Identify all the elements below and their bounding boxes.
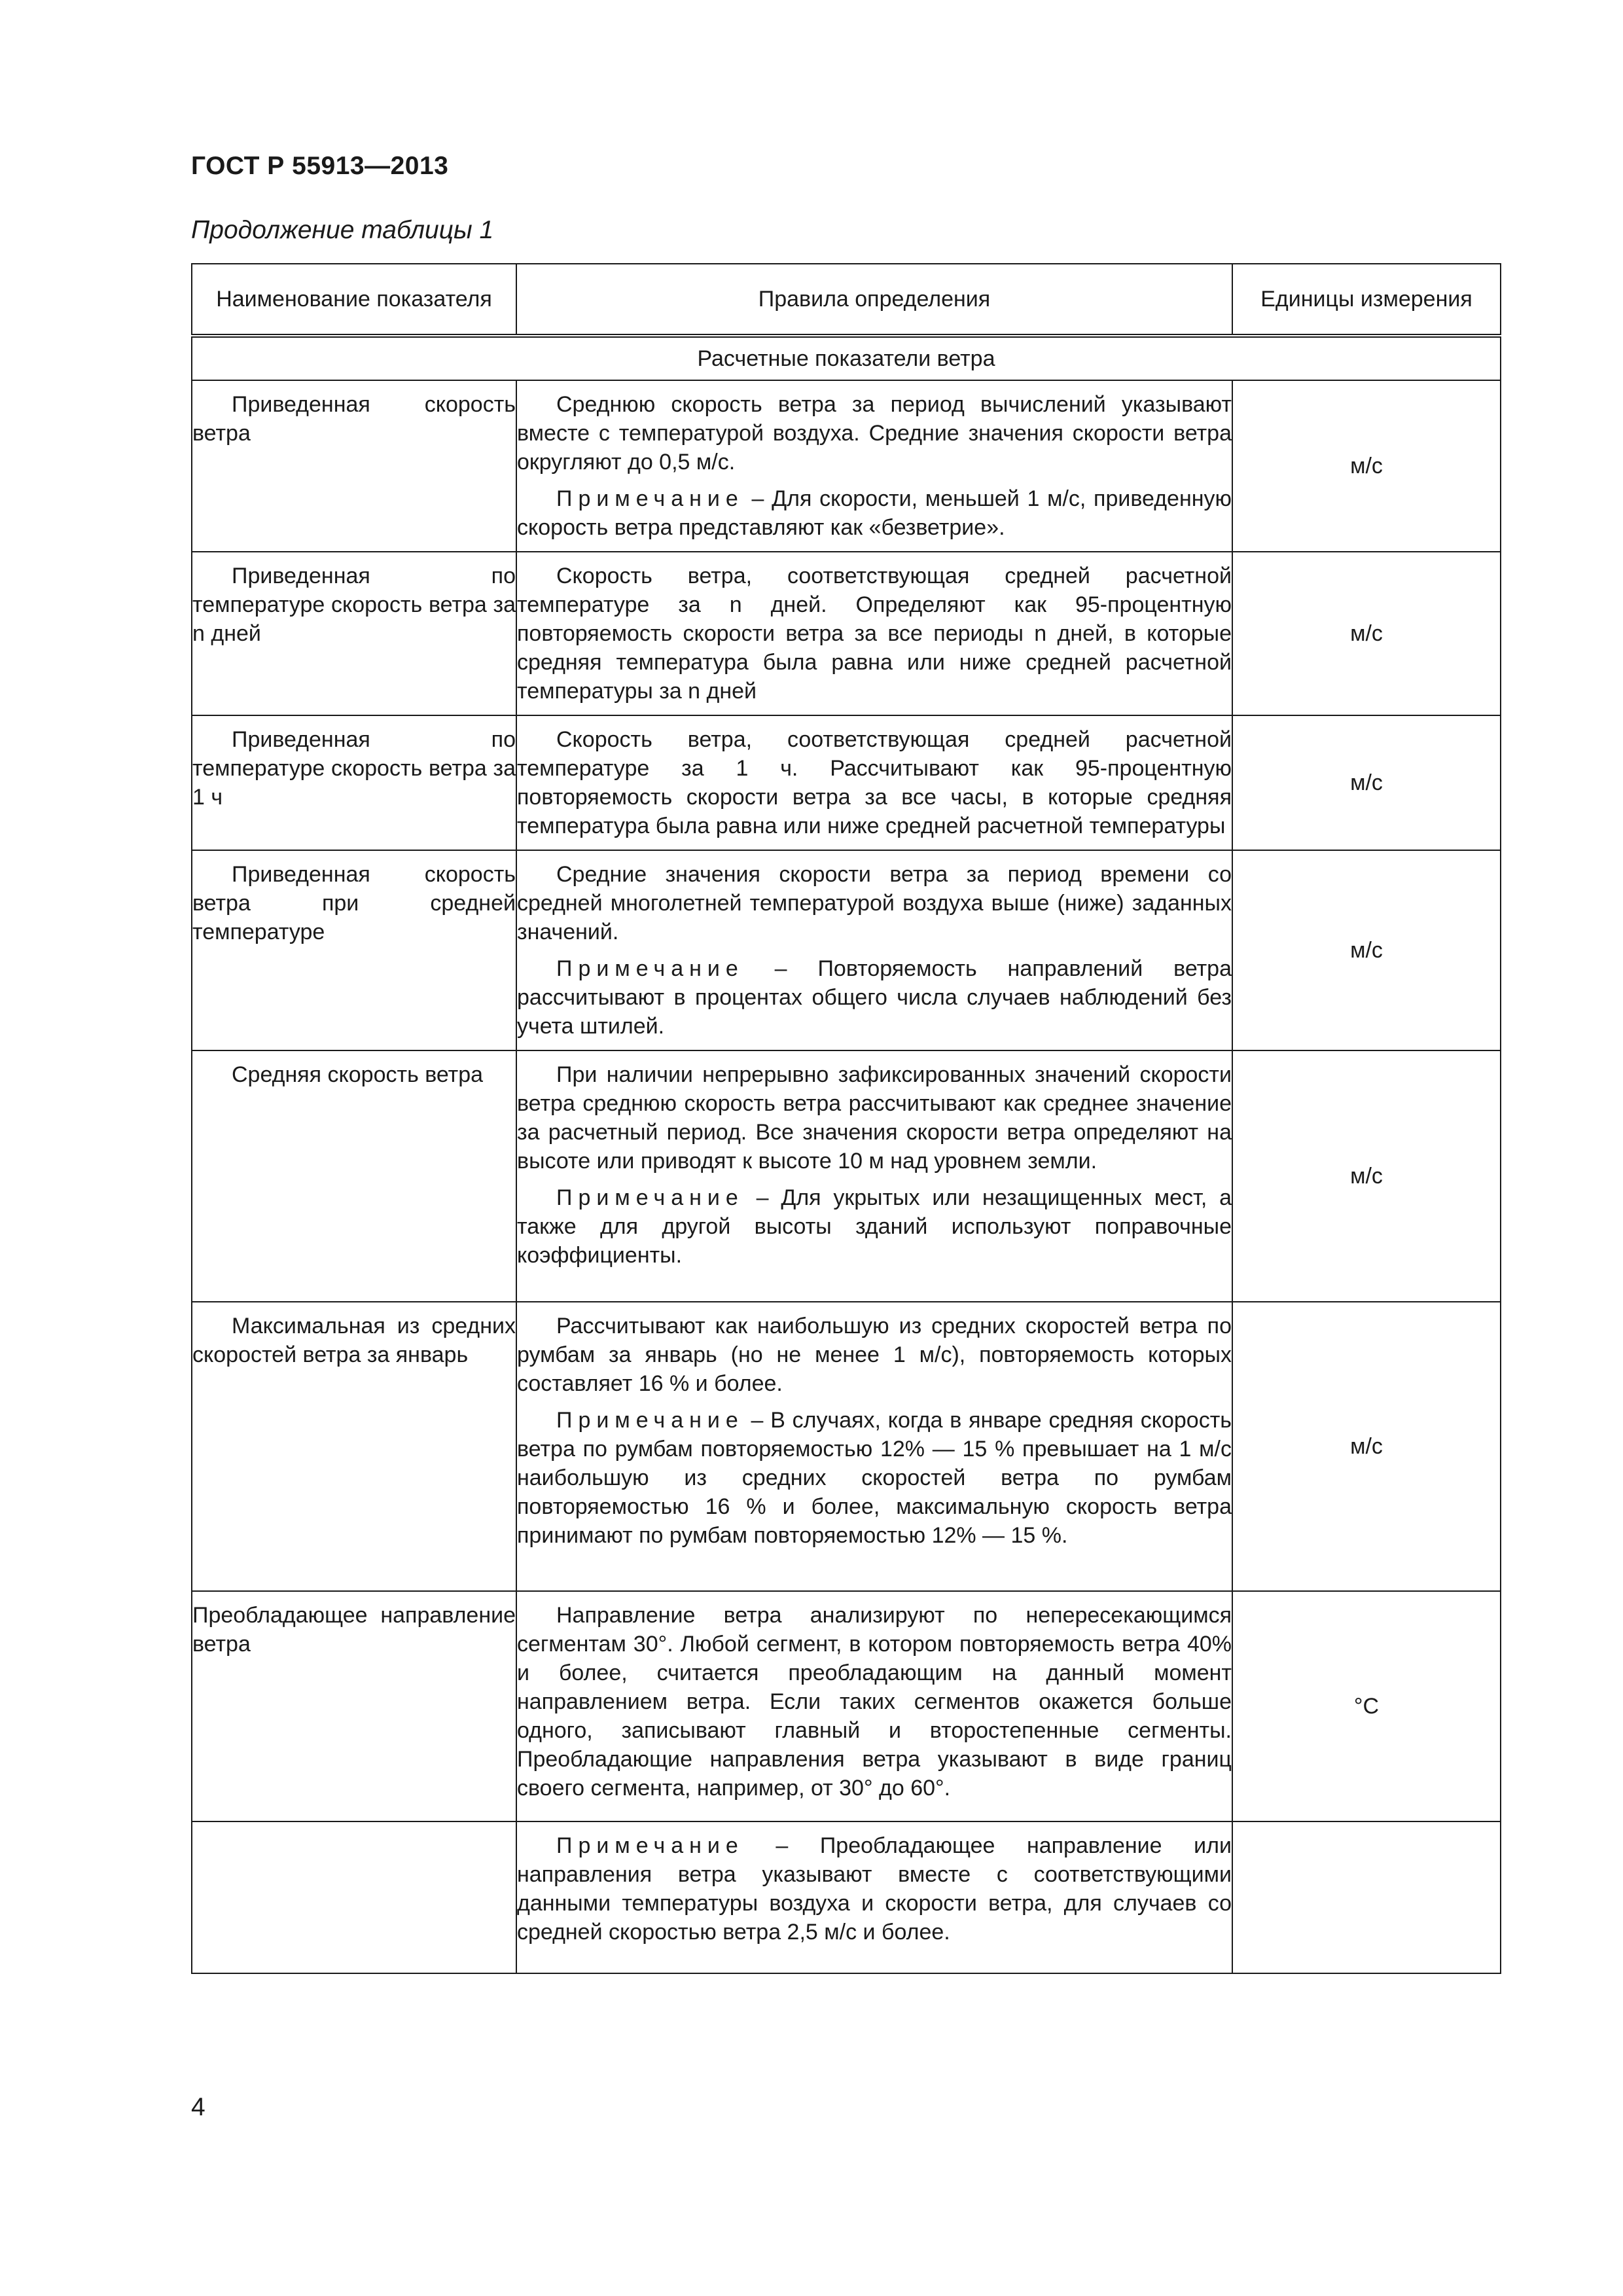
indicator-rule bbox=[516, 552, 1232, 715]
indicator-rule bbox=[516, 850, 1232, 1050]
column-header-rules: Правила определения bbox=[516, 264, 1232, 336]
indicators-table bbox=[191, 263, 1501, 1974]
table-row bbox=[192, 1050, 1501, 1302]
rule-text: Направление ветра анализируют по непересекающимся сегментам 30°. Любой сегмент, в котором повторяемость ветра 40% и более, считается преобладающим на данный момент направлением ветра. Если таких сегментов окажется больше одного, записывают главный и второстепенные сегменты. Преобладающие направления ветра указывают в виде границ своего сегмента, например, от 30° до 60°. bbox=[517, 1603, 1232, 1801]
indicator-unit: м/с bbox=[1232, 552, 1501, 715]
section-row bbox=[192, 336, 1501, 380]
table-header-row bbox=[192, 264, 1501, 336]
table-row bbox=[192, 1821, 1501, 1973]
indicator-unit: м/с bbox=[1232, 1302, 1501, 1591]
rule-text: Средние значения скорости ветра за период времени со средней многолетней температурой воздуха выше (ниже) заданных значений. bbox=[517, 862, 1232, 944]
indicator-name: Приведенная скорость ветра при средней температуре bbox=[192, 850, 516, 1050]
table-row bbox=[192, 715, 1501, 850]
rule-note: Примечание – В случаях, когда в январе средняя скорость ветра по румбам повторяемостью 12% — 15 % превышает на 1 м/с наибольшую из средних скоростей ветра по румбам повторяемостью 16 % и более, максимальную скорость ветра принимают по румбам повторяемостью 12% — 15 %. bbox=[517, 1408, 1232, 1548]
indicator-name: Приведенная по температуре скорость ветра за n дней bbox=[192, 552, 516, 715]
indicator-rule bbox=[516, 1302, 1232, 1591]
indicator-name: Средняя скорость ветра bbox=[192, 1050, 516, 1302]
indicator-rule bbox=[516, 1591, 1232, 1821]
indicator-name: Максимальная из средних скоростей ветра за январь bbox=[192, 1302, 516, 1591]
indicator-unit bbox=[1232, 1821, 1501, 1973]
indicator-name: Приведенная по температуре скорость ветра за 1 ч bbox=[192, 715, 516, 850]
document-code: ГОСТ Р 55913—2013 bbox=[191, 152, 449, 180]
rule-note: Примечание – Повторяемость направлений ветра рассчитывают в процентах общего числа случаев наблюдений без учета штилей. bbox=[517, 956, 1232, 1039]
indicator-unit: м/с bbox=[1232, 715, 1501, 850]
note-label: Примечание bbox=[556, 956, 744, 981]
indicator-rule bbox=[516, 715, 1232, 850]
rule-text: Скорость ветра, соответствующая средней расчетной температуре за 1 ч. Рассчитывают как 95-процентную повторяемость скорости ветра за все часы, в которые средняя температура была равна или ниже средней расчетной температуры bbox=[517, 727, 1232, 838]
rule-text: Скорость ветра, соответствующая средней расчетной температуре за n дней. Определяют как 95-процентную повторяемость скорости ветра за все периоды n дней, в которые средняя температура была равна или ниже средней расчетной температуры за n дней bbox=[517, 564, 1232, 704]
table-row bbox=[192, 850, 1501, 1050]
indicator-name bbox=[192, 1821, 516, 1973]
table-row bbox=[192, 1302, 1501, 1591]
indicator-unit: м/с bbox=[1232, 380, 1501, 552]
indicator-unit: м/с bbox=[1232, 850, 1501, 1050]
indicator-unit: м/с bbox=[1232, 1050, 1501, 1302]
indicator-rule bbox=[516, 380, 1232, 552]
table-caption: Продолжение таблицы 1 bbox=[191, 216, 494, 244]
page-number: 4 bbox=[191, 2093, 205, 2121]
rule-note: Примечание – Для скорости, меньшей 1 м/с, приведенную скорость ветра представляют как «безветрие». bbox=[517, 486, 1232, 540]
indicator-unit: °С bbox=[1232, 1591, 1501, 1821]
column-header-units: Единицы измерения bbox=[1232, 264, 1501, 336]
table-row bbox=[192, 552, 1501, 715]
rule-text: Среднюю скорость ветра за период вычислений указывают вместе с температурой воздуха. Средние значения скорости ветра округляют до 0,5 м/с. bbox=[517, 392, 1232, 475]
table-row bbox=[192, 1591, 1501, 1821]
column-header-name: Наименование показателя bbox=[192, 264, 516, 336]
section-title: Расчетные показатели ветра bbox=[192, 336, 1501, 380]
rule-text: Рассчитывают как наибольшую из средних скоростей ветра по румбам за январь (но не менее 1 м/с), повторяемость которых составляет 16 % и более. bbox=[517, 1314, 1232, 1396]
note-label: Примечание bbox=[556, 1185, 744, 1210]
indicator-rule bbox=[516, 1050, 1232, 1302]
note-label: Примечание bbox=[556, 1833, 744, 1858]
note-label: Примечание bbox=[556, 1408, 744, 1433]
indicator-name: Преобладающее направление ветра bbox=[192, 1591, 516, 1821]
indicator-name: Приведенная скорость ветра bbox=[192, 380, 516, 552]
rule-note: Примечание – Для укрытых или незащищенных мест, а также для другой высоты зданий используют поправочные коэффициенты. bbox=[517, 1185, 1232, 1268]
indicator-rule bbox=[516, 1821, 1232, 1973]
rule-text: При наличии непрерывно зафиксированных значений скорости ветра среднюю скорость ветра рассчитывают как среднее значение за расчетный период. Все значения скорости ветра определяют на высоте или приводят к высоте 10 м над уровнем земли. bbox=[517, 1062, 1232, 1174]
rule-note: Примечание – Преобладающее направление или направления ветра указывают вместе с соответствующими данными температуры воздуха и скорости ветра, для случаев со средней скоростью ветра 2,5 м/с и более. bbox=[517, 1833, 1232, 1945]
table-row bbox=[192, 380, 1501, 552]
note-label: Примечание bbox=[556, 486, 744, 511]
